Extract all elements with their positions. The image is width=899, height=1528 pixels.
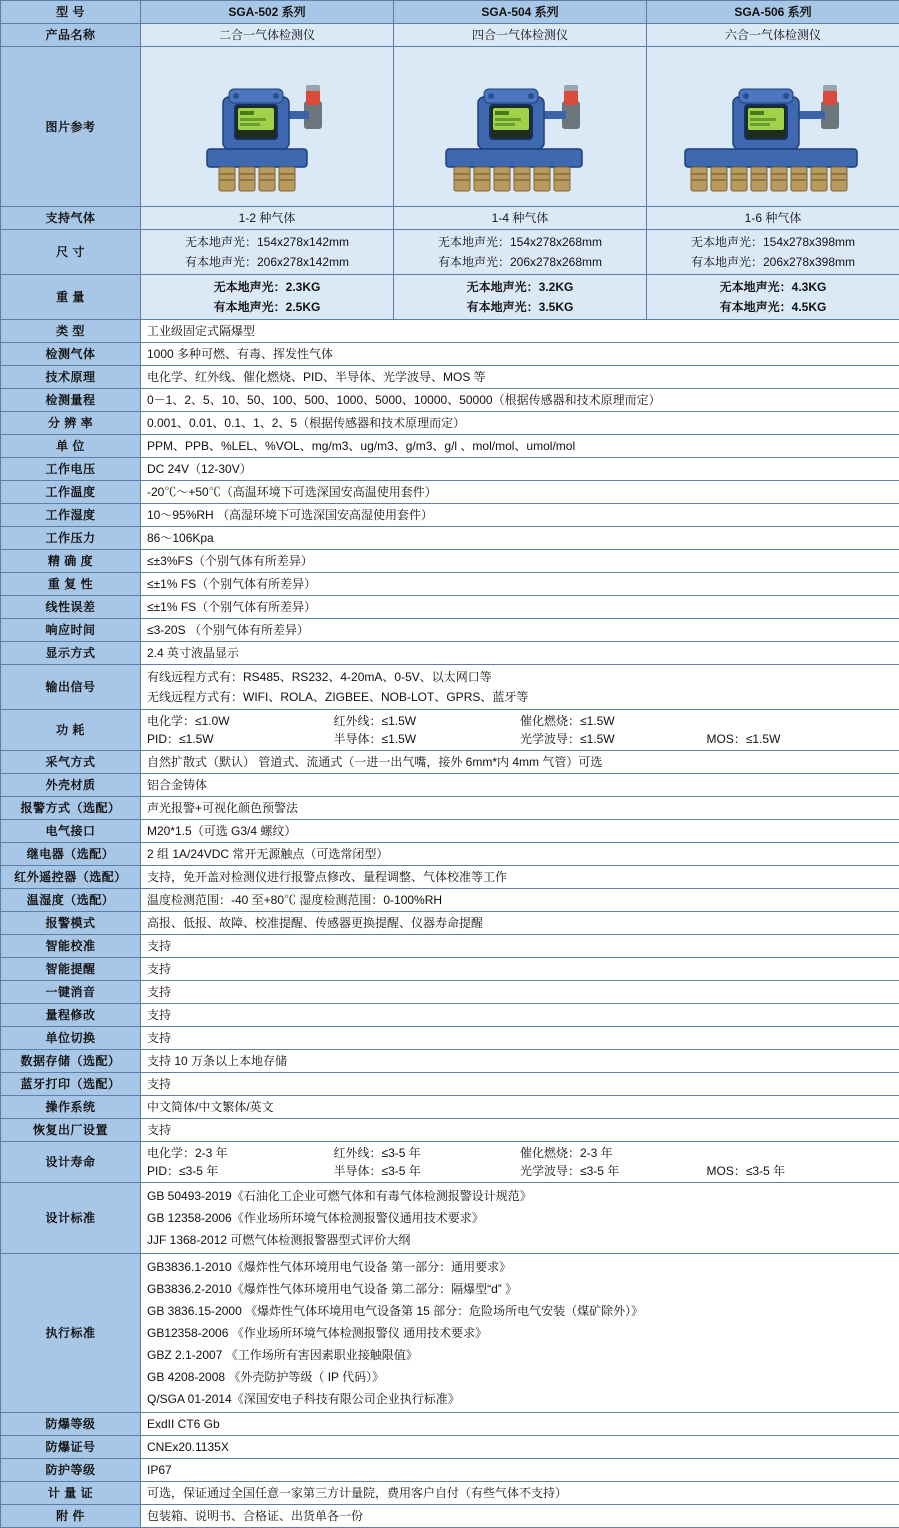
- row-value-temp-humidity-optional: 温度检测范围：-40 至+80℃ 湿度检测范围：0-100%RH: [141, 889, 899, 912]
- table-row-unit-switch: [1, 1027, 899, 1050]
- life-blank: [707, 1144, 894, 1162]
- row-value-design-standard: [141, 1183, 899, 1254]
- row-label-display-mode: 显示方式: [1, 642, 141, 665]
- row-value-accuracy: ≤±3%FS（个别气体有所差异）: [141, 550, 899, 573]
- row-value-explosion-proof-grade: ExdII CT6 Gb: [141, 1413, 899, 1436]
- size-506-line1: 无本地声光：154x278x398mm: [653, 232, 893, 252]
- row-label-weight: 重 量: [1, 275, 141, 320]
- row-label-tech-principle: 技术原理: [1, 366, 141, 389]
- row-value-work-pressure: 86～106Kpa: [141, 527, 899, 550]
- table-row-work-pressure: [1, 527, 899, 550]
- table-row-size: [1, 230, 899, 275]
- weight-502: [141, 275, 394, 320]
- row-value-relay-optional: 2 组 1A/24VDC 常开无源触点（可选常闭型）: [141, 843, 899, 866]
- design-life-line-2: [147, 1162, 893, 1180]
- row-value-work-temperature: -20℃～+50℃（高温环境下可选深国安高温使用套件）: [141, 481, 899, 504]
- weight-506-line2: 有本地声光：4.5KG: [653, 297, 893, 317]
- design-standard-item-2: GB 12358-2006《作业场所环境气体检测报警仪通用技术要求》: [147, 1207, 893, 1229]
- table-row-work-humidity: [1, 504, 899, 527]
- table-row-factory-reset: [1, 1119, 899, 1142]
- power-electrochemical: 电化学：≤1.0W: [147, 712, 334, 730]
- row-label-data-storage-optional: 数据存储（选配）: [1, 1050, 141, 1073]
- output-signal-wired: 有线远程方式有：RS485、RS232、4-20mA、0-5V、以太网口等: [147, 667, 893, 687]
- row-label-measurement-cert: 计 量 证: [1, 1482, 141, 1505]
- power-infrared: 红外线：≤1.5W: [334, 712, 521, 730]
- model-504: SGA-504 系列: [394, 1, 647, 24]
- table-row-alarm-mode-optional: [1, 797, 899, 820]
- table-row-smart-calibration: [1, 935, 899, 958]
- table-row-tech-principle: [1, 366, 899, 389]
- row-label-model: 型 号: [1, 1, 141, 24]
- gas-detector-illustration-504: [420, 49, 620, 199]
- weight-502-line1: 无本地声光：2.3KG: [147, 277, 387, 297]
- row-label-alarm-mode: 报警模式: [1, 912, 141, 935]
- support-gas-502: 1-2 种气体: [141, 207, 394, 230]
- row-label-explosion-proof-cert: 防爆证号: [1, 1436, 141, 1459]
- row-label-design-life: 设计寿命: [1, 1142, 141, 1183]
- table-row-explosion-proof-cert: [1, 1436, 899, 1459]
- power-optical-waveguide: 光学波导：≤1.5W: [520, 730, 707, 748]
- weight-504: [394, 275, 647, 320]
- power-line-2: [147, 730, 893, 748]
- row-label-range-modify: 量程修改: [1, 1004, 141, 1027]
- model-502: SGA-502 系列: [141, 1, 394, 24]
- table-row-accessories: [1, 1505, 899, 1528]
- table-row-operating-system: [1, 1096, 899, 1119]
- row-value-operating-system: 中文简体/中文繁体/英文: [141, 1096, 899, 1119]
- power-semiconductor: 半导体：≤1.5W: [334, 730, 521, 748]
- row-value-linearity-error: ≤±1% FS（个别气体有所差异）: [141, 596, 899, 619]
- product-name-504: 四合一气体检测仪: [394, 24, 647, 47]
- design-standard-item-3: JJF 1368-2012 可燃气体检测报警器型式评价大纲: [147, 1229, 893, 1251]
- row-value-electrical-interface: M20*1.5（可选 G3/4 螺纹）: [141, 820, 899, 843]
- table-row-bluetooth-print-optional: [1, 1073, 899, 1096]
- table-row-work-temperature: [1, 481, 899, 504]
- table-row-detect-gas: [1, 343, 899, 366]
- table-row-linearity-error: [1, 596, 899, 619]
- weight-506-line1: 无本地声光：4.3KG: [653, 277, 893, 297]
- exec-standard-item-3: GB 3836.15-2000 《爆炸性气体环境用电气设备第 15 部分：危险场所电气安装（煤矿除外）》: [147, 1300, 893, 1322]
- row-label-smart-calibration: 智能校准: [1, 935, 141, 958]
- life-pid: PID：≤3-5 年: [147, 1162, 334, 1180]
- size-502-line1: 无本地声光：154x278x142mm: [147, 232, 387, 252]
- table-row-smart-reminder: [1, 958, 899, 981]
- table-row-sampling-mode: [1, 751, 899, 774]
- row-label-relay-optional: 继电器（选配）: [1, 843, 141, 866]
- row-value-design-life: [141, 1142, 899, 1183]
- life-electrochemical: 电化学：2-3 年: [147, 1144, 334, 1162]
- product-name-506: 六合一气体检测仪: [647, 24, 899, 47]
- table-row-range-modify: [1, 1004, 899, 1027]
- row-value-smart-reminder: 支持: [141, 958, 899, 981]
- power-catalytic: 催化燃烧：≤1.5W: [520, 712, 707, 730]
- row-label-operating-system: 操作系统: [1, 1096, 141, 1119]
- row-label-resolution: 分 辨 率: [1, 412, 141, 435]
- size-502: [141, 230, 394, 275]
- row-label-electrical-interface: 电气接口: [1, 820, 141, 843]
- row-value-explosion-proof-cert: CNEx20.1135X: [141, 1436, 899, 1459]
- row-value-range-modify: 支持: [141, 1004, 899, 1027]
- table-row-repeatability: [1, 573, 899, 596]
- table-row-model: [1, 1, 899, 24]
- row-label-bluetooth-print-optional: 蓝牙打印（选配）: [1, 1073, 141, 1096]
- row-label-temp-humidity-optional: 温湿度（选配）: [1, 889, 141, 912]
- row-value-alarm-mode-optional: 声光报警+可视化颜色预警法: [141, 797, 899, 820]
- table-row-type: [1, 320, 899, 343]
- design-standard-item-1: GB 50493-2019《石油化工企业可燃气体和有毒气体检测报警设计规范》: [147, 1185, 893, 1207]
- weight-504-line1: 无本地声光：3.2KG: [400, 277, 640, 297]
- row-label-support-gas: 支持气体: [1, 207, 141, 230]
- row-label-explosion-proof-grade: 防爆等级: [1, 1413, 141, 1436]
- row-label-alarm-mode-optional: 报警方式（选配）: [1, 797, 141, 820]
- life-infrared: 红外线：≤3-5 年: [334, 1144, 521, 1162]
- row-value-detect-range: 0－1、2、5、10、50、100、500、1000、5000、10000、50000（根据传感器和技术原理而定）: [141, 389, 899, 412]
- row-label-accessories: 附 件: [1, 1505, 141, 1528]
- life-optical-waveguide: 光学波导：≤3-5 年: [520, 1162, 707, 1180]
- row-label-exec-standard: 执行标准: [1, 1254, 141, 1413]
- row-label-type: 类 型: [1, 320, 141, 343]
- weight-506: [647, 275, 899, 320]
- row-value-detect-gas: 1000 多种可燃、有毒、挥发性气体: [141, 343, 899, 366]
- row-label-work-temperature: 工作温度: [1, 481, 141, 504]
- row-value-work-humidity: 10～95%RH （高湿环境下可选深国安高湿使用套件）: [141, 504, 899, 527]
- row-label-accuracy: 精 确 度: [1, 550, 141, 573]
- row-label-size: 尺 寸: [1, 230, 141, 275]
- power-mos: MOS：≤1.5W: [707, 730, 894, 748]
- row-label-product-name: 产品名称: [1, 24, 141, 47]
- row-label-work-voltage: 工作电压: [1, 458, 141, 481]
- row-value-unit: PPM、PPB、%LEL、%VOL、mg/m3、ug/m3、g/m3、g/l 、mol/mol、umol/mol: [141, 435, 899, 458]
- support-gas-506: 1-6 种气体: [647, 207, 899, 230]
- device-svg: [663, 49, 883, 199]
- row-value-output-signal: [141, 665, 899, 710]
- row-label-work-pressure: 工作压力: [1, 527, 141, 550]
- model-506: SGA-506 系列: [647, 1, 899, 24]
- row-value-shell-material: 铝合金铸体: [141, 774, 899, 797]
- row-value-measurement-cert: 可选，保证通过全国任意一家第三方计量院，费用客户自付（有些气体不支持）: [141, 1482, 899, 1505]
- row-value-power-consumption: [141, 710, 899, 751]
- size-506: [647, 230, 899, 275]
- table-row-support-gas: [1, 207, 899, 230]
- table-row-measurement-cert: [1, 1482, 899, 1505]
- table-row-weight: [1, 275, 899, 320]
- design-life-line-1: [147, 1144, 893, 1162]
- row-value-repeatability: ≤±1% FS（个别气体有所差异）: [141, 573, 899, 596]
- row-label-design-standard: 设计标准: [1, 1183, 141, 1254]
- output-signal-wireless: 无线远程方式有：WIFI、ROLA、ZIGBEE、NOB-LOT、GPRS、蓝牙等: [147, 687, 893, 707]
- table-row-explosion-proof-grade: [1, 1413, 899, 1436]
- row-value-tech-principle: 电化学、红外线、催化燃烧、PID、半导体、光学波导、MOS 等: [141, 366, 899, 389]
- table-row-alarm-mode: [1, 912, 899, 935]
- weight-502-line2: 有本地声光：2.5KG: [147, 297, 387, 317]
- gas-detector-illustration-502: [177, 49, 357, 199]
- row-value-protection-grade: IP67: [141, 1459, 899, 1482]
- row-value-ir-remote-optional: 支持，免开盖对检测仪进行报警点修改、量程调整、气体校准等工作: [141, 866, 899, 889]
- exec-standard-item-1: GB3836.1-2010《爆炸性气体环境用电气设备 第一部分：通用要求》: [147, 1256, 893, 1278]
- row-value-sampling-mode: 自然扩散式（默认） 管道式、流通式（一进一出气嘴，接外 6mm*内 4mm 气管）可选: [141, 751, 899, 774]
- table-row-image-reference: [1, 47, 899, 207]
- row-label-unit: 单 位: [1, 435, 141, 458]
- table-row-design-standard: [1, 1183, 899, 1254]
- row-label-work-humidity: 工作湿度: [1, 504, 141, 527]
- row-label-repeatability: 重 复 性: [1, 573, 141, 596]
- power-blank: [707, 712, 894, 730]
- row-value-data-storage-optional: 支持 10 万条以上本地存储: [141, 1050, 899, 1073]
- row-label-power-consumption: 功 耗: [1, 710, 141, 751]
- power-line-1: [147, 712, 893, 730]
- life-mos: MOS：≤3-5 年: [707, 1162, 894, 1180]
- device-image-504: [394, 47, 647, 207]
- table-row-ir-remote-optional: [1, 866, 899, 889]
- exec-standard-item-7: Q/SGA 01-2014《深国安电子科技有限公司企业执行标准》: [147, 1388, 893, 1410]
- product-name-502: 二合一气体检测仪: [141, 24, 394, 47]
- device-image-502: [141, 47, 394, 207]
- exec-standard-item-4: GB12358-2006 《作业场所环境气体检测报警仪 通用技术要求》: [147, 1322, 893, 1344]
- row-label-output-signal: 输出信号: [1, 665, 141, 710]
- size-504-line1: 无本地声光：154x278x268mm: [400, 232, 640, 252]
- row-value-factory-reset: 支持: [141, 1119, 899, 1142]
- power-pid: PID：≤1.5W: [147, 730, 334, 748]
- row-label-one-key-mute: 一键消音: [1, 981, 141, 1004]
- table-row-accuracy: [1, 550, 899, 573]
- row-value-accessories: 包装箱、说明书、合格证、出货单各一份: [141, 1505, 899, 1528]
- row-label-factory-reset: 恢复出厂设置: [1, 1119, 141, 1142]
- table-row-shell-material: [1, 774, 899, 797]
- row-value-bluetooth-print-optional: 支持: [141, 1073, 899, 1096]
- table-row-temp-humidity-optional: [1, 889, 899, 912]
- exec-standard-item-5: GBZ 2.1-2007 《工作场所有害因素职业接触限值》: [147, 1344, 893, 1366]
- table-row-protection-grade: [1, 1459, 899, 1482]
- device-image-506: [647, 47, 899, 207]
- table-row-response-time: [1, 619, 899, 642]
- row-label-shell-material: 外壳材质: [1, 774, 141, 797]
- device-svg: [420, 49, 620, 199]
- table-row-output-signal: [1, 665, 899, 710]
- row-value-type: 工业级固定式隔爆型: [141, 320, 899, 343]
- row-label-detect-gas: 检测气体: [1, 343, 141, 366]
- size-502-line2: 有本地声光：206x278x142mm: [147, 252, 387, 272]
- size-504-line2: 有本地声光：206x278x268mm: [400, 252, 640, 272]
- size-506-line2: 有本地声光：206x278x398mm: [653, 252, 893, 272]
- table-row-exec-standard: [1, 1254, 899, 1413]
- support-gas-504: 1-4 种气体: [394, 207, 647, 230]
- row-label-response-time: 响应时间: [1, 619, 141, 642]
- row-value-one-key-mute: 支持: [141, 981, 899, 1004]
- row-value-display-mode: 2.4 英寸液晶显示: [141, 642, 899, 665]
- row-label-protection-grade: 防护等级: [1, 1459, 141, 1482]
- exec-standard-item-2: GB3836.2-2010《爆炸性气体环境用电气设备 第二部分：隔爆型“d” 》: [147, 1278, 893, 1300]
- row-label-image-reference: 图片参考: [1, 47, 141, 207]
- row-label-ir-remote-optional: 红外遥控器（选配）: [1, 866, 141, 889]
- row-value-exec-standard: [141, 1254, 899, 1413]
- row-value-resolution: 0.001、0.01、0.1、1、2、5（根据传感器和技术原理而定）: [141, 412, 899, 435]
- table-row-relay-optional: [1, 843, 899, 866]
- row-label-sampling-mode: 采气方式: [1, 751, 141, 774]
- row-label-unit-switch: 单位切换: [1, 1027, 141, 1050]
- table-row-data-storage-optional: [1, 1050, 899, 1073]
- gas-detector-illustration-506: [663, 49, 883, 199]
- table-row-work-voltage: [1, 458, 899, 481]
- life-semiconductor: 半导体：≤3-5 年: [334, 1162, 521, 1180]
- row-value-response-time: ≤3-20S （个别气体有所差异）: [141, 619, 899, 642]
- table-row-resolution: [1, 412, 899, 435]
- device-svg: [177, 49, 357, 199]
- row-value-work-voltage: DC 24V（12-30V）: [141, 458, 899, 481]
- weight-504-line2: 有本地声光：3.5KG: [400, 297, 640, 317]
- life-catalytic: 催化燃烧：2-3 年: [520, 1144, 707, 1162]
- table-row-product-name: [1, 24, 899, 47]
- exec-standard-item-6: GB 4208-2008 《外壳防护等级（ IP 代码）》: [147, 1366, 893, 1388]
- table-row-detect-range: [1, 389, 899, 412]
- table-row-power-consumption: [1, 710, 899, 751]
- row-label-smart-reminder: 智能提醒: [1, 958, 141, 981]
- row-label-detect-range: 检测量程: [1, 389, 141, 412]
- size-504: [394, 230, 647, 275]
- table-row-one-key-mute: [1, 981, 899, 1004]
- row-value-alarm-mode: 高报、低报、故障、校准提醒、传感器更换提醒、仪器寿命提醒: [141, 912, 899, 935]
- row-label-linearity-error: 线性误差: [1, 596, 141, 619]
- table-row-design-life: [1, 1142, 899, 1183]
- table-row-electrical-interface: [1, 820, 899, 843]
- table-row-display-mode: [1, 642, 899, 665]
- row-value-smart-calibration: 支持: [141, 935, 899, 958]
- row-value-unit-switch: 支持: [141, 1027, 899, 1050]
- table-row-unit: [1, 435, 899, 458]
